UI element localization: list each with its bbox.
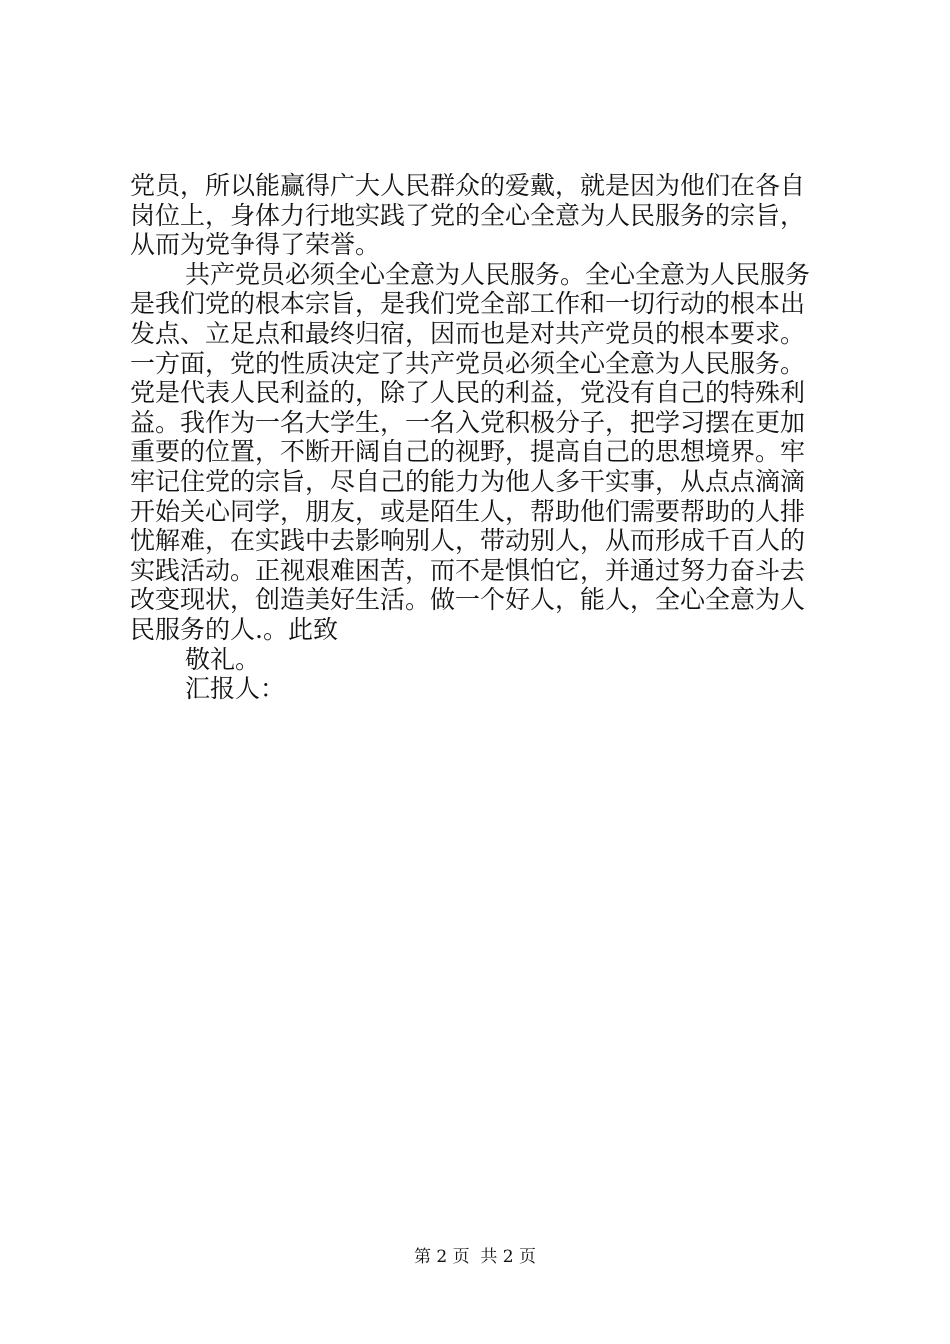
body-line: 牢记住党的宗旨，尽自己的能力为他人多干实事，从点点滴滴	[130, 466, 806, 496]
body-line: 从而为党争得了荣誉。	[130, 230, 381, 260]
body-line: 岗位上，身体力行地实践了党的全心全意为人民服务的宗旨，	[130, 200, 806, 230]
body-line: 忧解难，在实践中去影响别人，带动别人，从而形成千百人的	[130, 526, 806, 556]
body-line: 开始关心同学，朋友，或是陌生人，帮助他们需要帮助的人排	[130, 496, 806, 526]
body-line: 党是代表人民利益的，除了人民的利益，党没有自己的特殊利	[130, 378, 806, 408]
document-body	[130, 171, 830, 704]
body-line: 实践活动。正视艰难困苦，而不是惧怕它，并通过努力奋斗去	[130, 555, 806, 585]
body-line: 益。我作为一名大学生，一名入党积极分子，把学习摆在更加	[130, 407, 806, 437]
body-line: 改变现状，创造美好生活。做一个好人，能人，全心全意为人	[130, 585, 806, 615]
body-line: 一方面，党的性质决定了共产党员必须全心全意为人民服务。	[130, 348, 806, 378]
body-line: 发点、立足点和最终归宿，因而也是对共产党员的根本要求。	[130, 318, 806, 348]
paragraph-start-line: 共产党员必须全心全意为人民服务。全心全意为人民服务	[185, 259, 811, 289]
body-line: 是我们党的根本宗旨，是我们党全部工作和一切行动的根本出	[130, 289, 806, 319]
reporter-signature-label: 汇报人：	[185, 674, 286, 704]
body-line: 民服务的人.。此致	[130, 614, 338, 644]
body-line: 党员，所以能赢得广大人民群众的爱戴，就是因为他们在各自	[130, 171, 806, 200]
page-number-footer: 第 2 页 共 2 页	[413, 1247, 537, 1267]
closing-salutation: 敬礼。	[185, 644, 261, 674]
body-line: 重要的位置，不断开阔自己的视野，提高自己的思想境界。牢	[130, 437, 806, 467]
